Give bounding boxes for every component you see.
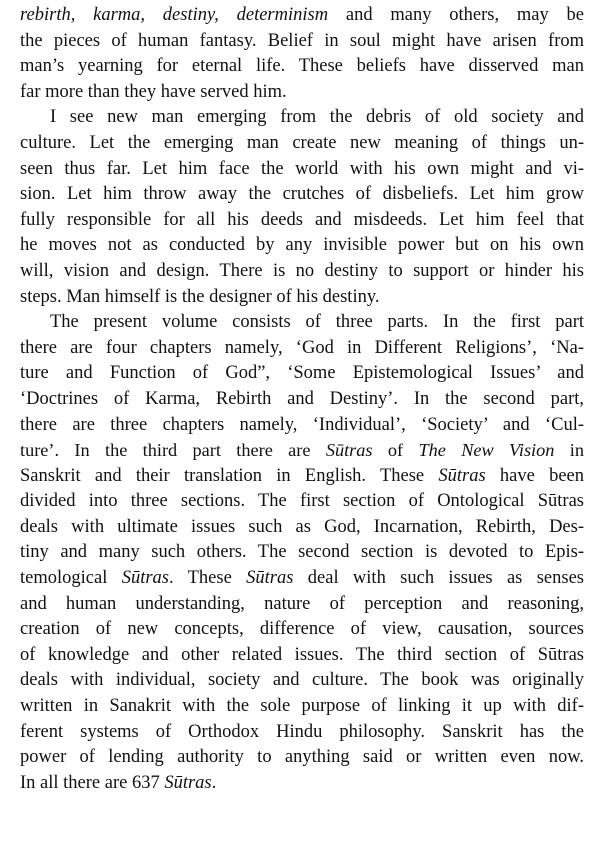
text-run: deals with ultimate issues such as God, Incarnation, Rebirth, Des- <box>20 516 584 537</box>
paragraph-3 <box>20 310 584 796</box>
text-line <box>20 668 584 694</box>
text-run: far more than they have served him. <box>20 81 287 102</box>
text-run: The present volume consists of three parts. In the first part <box>50 312 584 333</box>
text-line <box>20 489 584 515</box>
text-run: ‘Doctrines of Karma, Rebirth and Destiny’. In the second part, <box>20 388 584 409</box>
text-line <box>20 80 584 106</box>
text-run: power of lending authority to anything said or written even now. <box>20 747 584 768</box>
text-line <box>20 566 584 592</box>
text-line <box>20 720 584 746</box>
paragraph-1 <box>20 3 584 105</box>
text-run: fully responsible for all his deeds and misdeeds. Let him feel that <box>20 209 584 230</box>
document-page <box>20 3 584 796</box>
text-line <box>20 105 584 131</box>
text-run: Sanskrit and their translation in English. These <box>20 465 439 486</box>
text-line <box>20 3 584 29</box>
text-run: and human understanding, nature of perception and reasoning, <box>20 593 584 614</box>
text-run: of <box>372 440 419 461</box>
italic-text: Sūtras <box>246 568 294 589</box>
text-run: there are four chapters namely, ‘God in Different Religions’, ‘Na- <box>20 337 584 358</box>
text-run: have been <box>485 465 584 486</box>
text-run: he moves not as conducted by any invisible power but on his own <box>20 235 584 256</box>
text-run: . These <box>168 568 247 589</box>
text-line <box>20 29 584 55</box>
text-run: ture and Function of God”, ‘Some Epistemological Issues’ and <box>20 363 584 384</box>
text-run: deals with individual, society and culture. The book was originally <box>20 670 584 691</box>
text-run: ferent systems of Orthodox Hindu philosophy. Sanskrit has the <box>20 721 584 742</box>
text-run: . <box>211 772 217 793</box>
text-line <box>20 592 584 618</box>
text-run: tiny and many such others. The second section is devoted to Epis- <box>20 542 584 563</box>
text-run: In all there are 637 <box>20 772 165 793</box>
text-run: deal with such issues as senses <box>293 568 584 589</box>
text-run: in <box>554 440 584 461</box>
italic-text: Sūtras <box>164 772 212 793</box>
text-run: man’s yearning for eternal life. These beliefs have disserved man <box>20 56 584 77</box>
text-line <box>20 617 584 643</box>
text-line <box>20 387 584 413</box>
text-run: creation of new concepts, difference of view, causation, sources <box>20 619 584 640</box>
text-line <box>20 208 584 234</box>
text-line <box>20 361 584 387</box>
text-line <box>20 157 584 183</box>
paragraph-2 <box>20 105 584 310</box>
italic-text: Sūtras <box>121 568 169 589</box>
text-line <box>20 745 584 771</box>
text-line <box>20 413 584 439</box>
text-run: I see new man emerging from the debris of old society and <box>50 107 584 128</box>
text-line <box>20 515 584 541</box>
text-run: the pieces of human fantasy. Belief in soul might have arisen from <box>20 30 584 51</box>
italic-text: Sūtras <box>325 440 373 461</box>
text-line <box>20 464 584 490</box>
text-run: written in Sanakrit with the sole purpose of linking it up with dif- <box>20 696 584 717</box>
text-line <box>20 771 584 797</box>
text-line <box>20 643 584 669</box>
text-run: steps. Man himself is the designer of his destiny. <box>20 286 380 307</box>
text-line <box>20 233 584 259</box>
text-line <box>20 310 584 336</box>
text-line <box>20 259 584 285</box>
text-run: and many others, may be <box>328 5 584 25</box>
text-run: there are three chapters namely, ‘Individual’, ‘Society’ and ‘Cul- <box>20 414 584 435</box>
text-line <box>20 54 584 80</box>
text-line <box>20 438 584 464</box>
text-run: will, vision and design. There is no destiny to support or hinder his <box>20 260 584 281</box>
text-line <box>20 285 584 311</box>
text-run: culture. Let the emerging man create new meaning of things un- <box>20 132 584 153</box>
text-run: divided into three sections. The first section of Ontological Sūtras <box>20 491 584 512</box>
italic-text: The New Vision <box>418 440 555 461</box>
text-run: of knowledge and other related issues. The third section of Sūtras <box>20 644 584 665</box>
text-run: ture’. In the third part there are <box>20 440 326 461</box>
text-line <box>20 182 584 208</box>
text-run: temological <box>20 568 122 589</box>
text-line <box>20 131 584 157</box>
text-run: sion. Let him throw away the crutches of disbeliefs. Let him grow <box>20 184 584 205</box>
italic-text: rebirth, karma, destiny, determinism <box>20 5 329 25</box>
text-line <box>20 694 584 720</box>
text-line <box>20 540 584 566</box>
italic-text: Sūtras <box>438 465 486 486</box>
text-line <box>20 336 584 362</box>
text-run: seen thus far. Let him face the world with his own might and vi- <box>20 158 584 179</box>
